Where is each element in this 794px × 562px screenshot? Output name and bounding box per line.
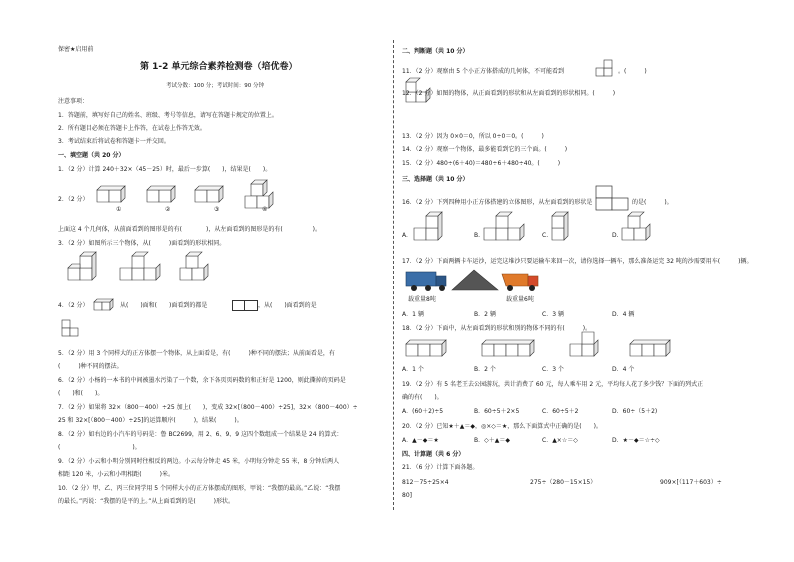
q16-option-a: A. [402, 232, 408, 239]
section-calculation: 四、计算题（共 6 分） [402, 451, 465, 458]
q4-object-figure [92, 296, 116, 314]
calc-3: 909×[（117＋603）÷ [660, 479, 722, 486]
q16-option-d: D. [612, 232, 619, 239]
q19-option-d: D．60÷（5＋2) [612, 408, 658, 415]
secret-label: 保密★启用前 [58, 46, 94, 53]
question-12: 12．（2 分）如图的物体，从正面看到的形状和从左面看到的形状相同。( ) [402, 90, 616, 97]
q17-truck2-label: 载重量6吨 [506, 296, 534, 303]
q2-label-1: ① [116, 206, 122, 213]
question-8b: ( )。 [58, 444, 141, 451]
q20-option-a: A．▲－◆＝★ [402, 437, 439, 444]
calc-3-continued: 80] [402, 492, 412, 499]
question-20: 20．（2 分）已知★＋▲＝◆，◎×◇＝★，那么下面算式中正确的是( )。 [402, 423, 602, 430]
q19-option-c: C．60÷5＋2 [542, 408, 579, 415]
question-6b: ( )和( )。 [58, 390, 104, 397]
question-1: 1．（2 分）计算 240＋32×（45－25）时，最后一步算( )，结果是( )。 [58, 166, 272, 173]
notice-3: 3．考试结束后将试卷和答题卡一并交回。 [58, 138, 170, 145]
question-4a: 4．（2 分） [58, 302, 89, 309]
q20-option-c: C．▲×☆＝◇ [542, 437, 578, 444]
q11-shape [594, 60, 618, 78]
notice-1: 1．答题前，填写好自己的姓名、班级、考号等信息，请写在答题卡规定的位置上。 [58, 112, 278, 119]
question-19: 19．（2 分）有 5 名老王去公园游玩，共计消费了 60 元，每人乘车用 2 元，平均每人花了多少钱？下面的列式正 [402, 381, 704, 388]
q2-label-4: ④ [262, 206, 268, 213]
calc-2: 275÷（280－15×15） [530, 479, 597, 486]
question-7: 7．（2 分）如果将 32×（800－400）÷25 加上( )，变成 32×[（800－400）÷25]，32×（800－400）÷ [58, 404, 358, 411]
question-10b: 的最长。”丙说：“我摆的是平的上。”从上面看到的是( )形状。 [58, 498, 235, 505]
exam-subtitle: 考试分数：100 分；考试时间：90 分钟 [166, 83, 264, 89]
question-19b: 确的有( )。 [402, 394, 443, 401]
orange-dump-truck-icon [502, 274, 538, 291]
sand-pile-icon [452, 270, 498, 290]
q20-option-d: D．★－◆＝☆÷◇ [612, 437, 660, 444]
question-21: 21．（6 分）计算下面各题。 [402, 464, 479, 471]
question-4b: 从( )面和( )面看到的都是 [120, 302, 208, 309]
question-7b: 25 和 32×[（800－400）÷25]的运算顺序( )，结果( )。 [58, 417, 243, 424]
question-9b: 相距 120 米，小云和小明相距( )米。 [58, 471, 174, 478]
q18-option-c: C．3 个 [542, 366, 564, 373]
question-5b: ( )种不同的摆法。 [58, 363, 123, 370]
notice-title: 注意事项： [58, 98, 89, 105]
q16-options-figure [412, 214, 672, 250]
question-15: 15．（2 分）480÷(6＋40)＝480÷6＋480÷40。( ) [402, 160, 561, 167]
q2-label-2: ② [165, 206, 171, 213]
question-18: 18．（2 分）下面中，从左面看到的形状和别的物体不同的有( )。 [402, 325, 592, 332]
q16-view-shape [596, 186, 636, 214]
column-divider [393, 40, 394, 510]
question-14: 14．（2 分）观察一个物体，最多能看到它的三个面。( ) [402, 146, 568, 153]
question-16b: 的是( )。 [632, 199, 673, 206]
blue-truck-icon [406, 272, 446, 291]
q17-option-d: D．4 辆 [612, 311, 635, 318]
question-17: 17．（2 分）下面两辆卡车运沙，运完这堆沙只要运输车来回一次，请你选择一辆车，那么准备运完 32 吨的沙需要用车( )辆。 [402, 258, 753, 265]
q18-option-d: D．4 个 [612, 366, 635, 373]
q17-truck1-label: 载重量8吨 [408, 296, 436, 303]
q17-option-a: A．1 辆 [402, 311, 424, 318]
q18-objects-figure [404, 336, 674, 362]
question-6: 6．（2 分）小杨的一本书的中间被墨水污染了一个数，余下各页页码数的和正好是 1200，则此撕掉的页码是 [58, 377, 346, 384]
question-4c: ，从( )面看到的是 [258, 302, 317, 309]
page-title: 第 1-2 单元综合素养检测卷（培优卷） [140, 62, 298, 72]
question-11: 11．（2 分）观察由 5 个小正方体搭成的几何体，不可能看到 [402, 68, 564, 75]
question-10: 10．（2 分）甲、乙、丙三位同学用 5 个同样大小的正方体摆成的图形，甲说：“我摆的最高。”乙说：“我摆 [58, 485, 341, 492]
q3-objects-figure [66, 252, 246, 292]
q16-option-b: B. [474, 232, 481, 239]
q18-option-b: B．2 个 [474, 366, 496, 373]
notice-2: 2．所有题目必须在答题卡上作答，在试卷上作答无效。 [58, 125, 206, 132]
section-fill-blank: 一、填空题（共 20 分） [58, 152, 125, 159]
q2-label-3: ③ [214, 206, 220, 213]
q19-option-a: A．(60＋2)÷5 [402, 408, 444, 415]
question-13: 13．（2 分）因为 0×0＝0，所以 0÷0＝0。( ) [402, 133, 544, 140]
q4-shape-a-right [244, 300, 258, 311]
q17-option-c: C．3 辆 [542, 311, 564, 318]
question-8: 8．（2 分）如右边的小汽车的号码是：鲁 BC2699，用 2、6、9、9 这四个数组成一个结果是 24 的算式： [58, 431, 343, 438]
q20-option-b: B．◇＋▲＝◆ [474, 437, 510, 444]
q4-shape-b [60, 318, 84, 340]
q17-option-b: B．2 辆 [474, 311, 496, 318]
question-9: 9．（2 分）小云和小明分别同时往相反的两边。小云每分钟走 45 米，小明每分钟走 55 米，8 分钟后两人 [58, 458, 340, 465]
q2-solids-figure [95, 178, 285, 214]
question-2-text: 上面这 4 个几何体，从前面看到的图形是的有( )，从左面看到的图形是的有( )。 [58, 226, 321, 233]
q17-trucks-figure [404, 268, 554, 298]
question-11b: 。( ) [618, 68, 647, 75]
section-choice: 三、选择题（共 10 分） [402, 176, 469, 183]
question-2-prefix: 2．（2 分） [58, 196, 89, 203]
question-5: 5．（2 分）用 3 个同样大的正方体摆一个物体，从上面看是，有( )种不同的摆法；从前面看是，有 [58, 350, 335, 357]
question-16: 16．（2 分）下列四种用小正方体搭建的立体图形，从左面看到的形状是 [402, 199, 593, 206]
calc-1: 812－75÷25×4 [402, 479, 449, 486]
question-3: 3．（2 分）如图所示三个物体，从( )面看到的形状相同。 [58, 240, 226, 247]
q18-option-a: A．1 个 [402, 366, 424, 373]
section-true-false: 二、判断题（共 10 分） [402, 48, 469, 55]
q16-option-c: C. [542, 232, 549, 239]
q19-option-b: B．60÷5＋2×5 [474, 408, 520, 415]
